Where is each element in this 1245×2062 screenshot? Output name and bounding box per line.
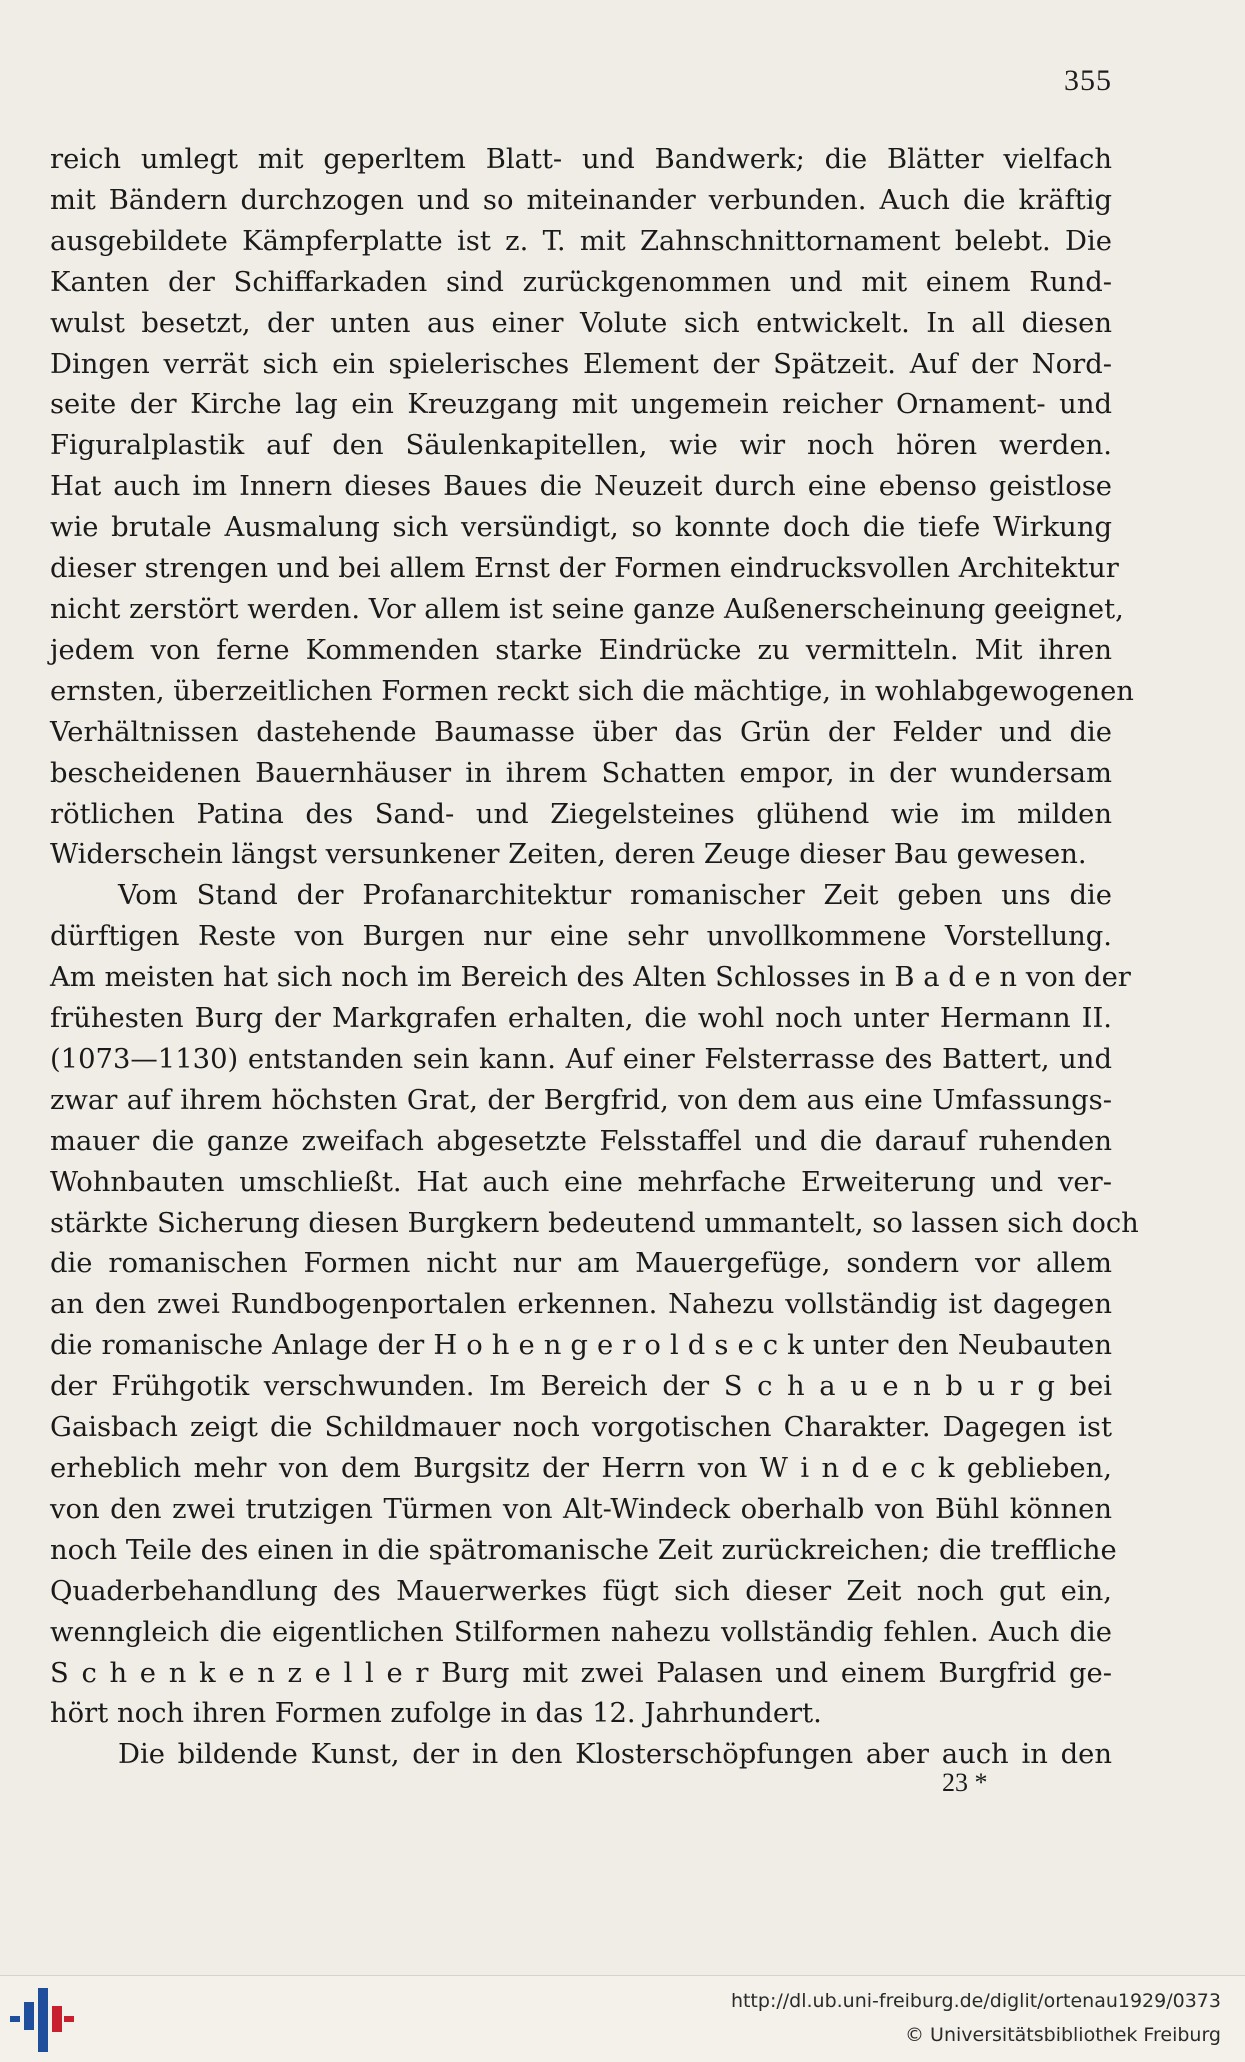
text-line: nicht zerstört werden. Vor allem ist seine ganze Außenerscheinung geeignet,: [50, 593, 1124, 625]
text-line: ernsten, überzeitlichen Formen reckt sich die mächtige, in wohlabgewogenen: [50, 675, 1134, 707]
ub-freiburg-logo-icon: [10, 1988, 74, 2052]
text-line: wenngleich die eigentlichen Stilformen nahezu vollständig fehlen. Auch die: [50, 1616, 1112, 1648]
text-line: erheblich mehr von dem Burgsitz der Herrn von W i n d e c k geblieben,: [50, 1453, 1112, 1484]
text-line: bescheidenen Bauernhäuser in ihrem Schatten empor, in der wundersam: [50, 757, 1112, 789]
text-line: rötlichen Patina des Sand- und Ziegelsteines glühend wie im milden: [50, 798, 1112, 830]
body-text: [50, 140, 1139, 1776]
text-line: noch Teile des einen in die spätromanische Zeit zurückreichen; die treffliche: [50, 1534, 1117, 1566]
text-line: (1073—1130) entstanden sein kann. Auf einer Felsterrasse des Battert, und: [50, 1043, 1112, 1075]
text-line: Figuralplastik auf den Säulenkapitellen, wie wir noch hören werden.: [50, 430, 1112, 462]
text-line: die romanische Anlage der H o h e n g e r o l d s e c k unter den Neubauten: [50, 1330, 1112, 1362]
text-line: stärkte Sicherung diesen Burgkern bedeutend ummantelt, so lassen sich doch: [50, 1207, 1139, 1239]
copyright-notice: © Universitätsbibliothek Freiburg: [905, 2024, 1221, 2046]
text-line: Quaderbehandlung des Mauerwerkes fügt sich dieser Zeit noch gut ein,: [50, 1575, 1112, 1607]
text-line: seite der Kirche lag ein Kreuzgang mit ungemein reicher Ornament- und: [50, 389, 1112, 421]
text-line: mauer die ganze zweifach abgesetzte Felsstaffel und die darauf ruhenden: [50, 1125, 1112, 1157]
text-line: wulst besetzt, der unten aus einer Volute sich entwickelt. In all diesen: [50, 307, 1112, 339]
text-line: Kanten der Schiffarkaden sind zurückgenommen und mit einem Rund-: [50, 266, 1112, 298]
text-line: die romanischen Formen nicht nur am Mauergefüge, sondern vor allem: [50, 1248, 1112, 1280]
text-line: Wohnbauten umschließt. Hat auch eine mehrfache Erweiterung und ver-: [50, 1166, 1112, 1198]
text-line: wie brutale Ausmalung sich versündigt, so konnte doch die tiefe Wirkung: [50, 512, 1112, 544]
text-line: Widerschein längst versunkener Zeiten, deren Zeuge dieser Bau gewesen.: [50, 839, 1087, 871]
text-line: S c h e n k e n z e l l e r Burg mit zwei Palasen und einem Burgfrid ge-: [50, 1657, 1112, 1689]
permalink-url[interactable]: http://dl.ub.uni-freiburg.de/diglit/ortenau1929/0373: [730, 1990, 1221, 2012]
text-line: dürftigen Reste von Burgen nur eine sehr unvollkommene Vorstellung.: [50, 921, 1112, 953]
text-line: Am meisten hat sich noch im Bereich des Alten Schlosses in B a d e n von der: [50, 962, 1131, 994]
text-line: Verhältnissen dastehende Baumasse über das Grün der Felder und die: [50, 716, 1112, 748]
text-line: der Frühgotik verschwunden. Im Bereich der S c h a u e n b u r g bei: [50, 1371, 1112, 1403]
text-line: hört noch ihren Formen zufolge in das 12. Jahrhundert.: [50, 1698, 822, 1730]
paragraph-start-line: Vom Stand der Profanarchitektur romanischer Zeit geben uns die: [118, 880, 1112, 912]
text-line: reich umlegt mit geperltem Blatt- und Bandwerk; die Blätter vielfach: [50, 144, 1112, 175]
text-line: dieser strengen und bei allem Ernst der Formen eindrucksvollen Architektur: [50, 553, 1119, 585]
text-line: Dingen verrät sich ein spielerisches Element der Spätzeit. Auf der Nord-: [50, 348, 1112, 380]
viewer-footer: [0, 1975, 1245, 2062]
paragraph-start-line: Die bildende Kunst, der in den Klosterschöpfungen aber auch in den: [118, 1739, 1112, 1771]
text-line: mit Bändern durchzogen und so miteinander verbunden. Auch die kräftig: [50, 184, 1112, 216]
text-line: an den zwei Rundbogenportalen erkennen. Nahezu vollständig ist dagegen: [50, 1289, 1112, 1321]
text-line: zwar auf ihrem höchsten Grat, der Bergfrid, von dem aus eine Umfassungs-: [50, 1084, 1112, 1116]
text-line: frühesten Burg der Markgrafen erhalten, die wohl noch unter Hermann II.: [50, 1003, 1112, 1035]
text-line: Hat auch im Innern dieses Baues die Neuzeit durch eine ebenso geistlose: [50, 471, 1112, 503]
text-line: Gaisbach zeigt die Schildmauer noch vorgotischen Charakter. Dagegen ist: [50, 1412, 1112, 1444]
text-line: von den zwei trutzigen Türmen von Alt-Windeck oberhalb von Bühl können: [50, 1493, 1112, 1525]
text-line: jedem von ferne Kommenden starke Eindrücke zu vermitteln. Mit ihren: [50, 634, 1112, 666]
text-line: ausgebildete Kämpferplatte ist z. T. mit Zahnschnittornament belebt. Die: [50, 225, 1112, 257]
signature-mark: 23 *: [942, 1768, 988, 1797]
page-number: 355: [1064, 64, 1112, 97]
